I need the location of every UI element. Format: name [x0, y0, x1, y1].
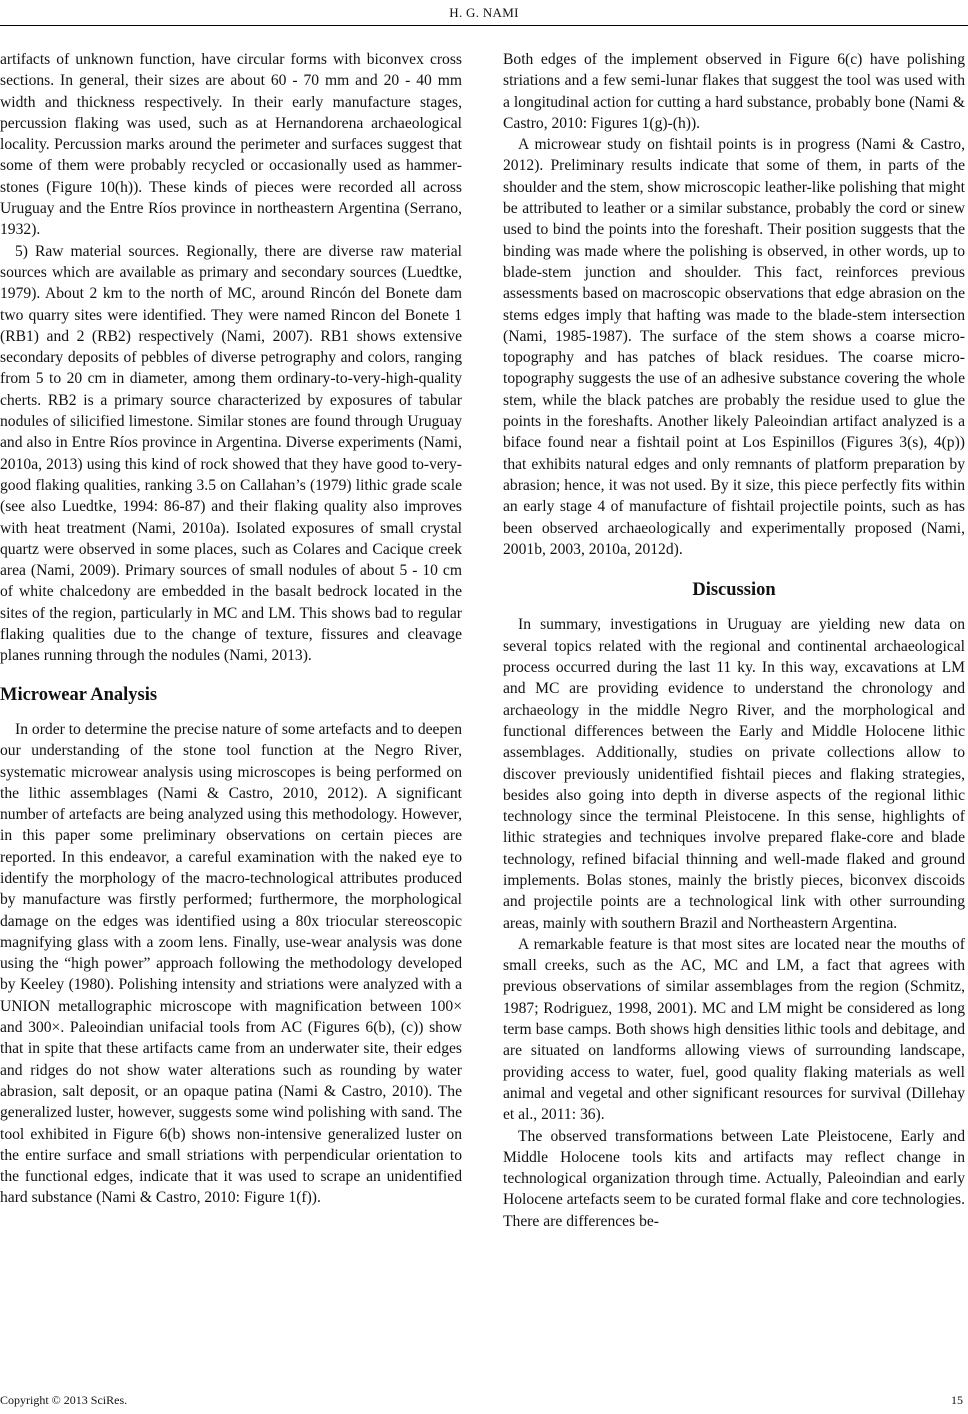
paragraph: In order to determine the precise nature of some artefacts and to deepen our understanding of the stone tool function at the Negro River, systematic microwear analysis using microscopes is being performed on the lithic assemblages (Nami & Castro, 2010, 2012). A significant number of artefacts are being analyzed using this methodology. However, in this paper some preliminary observations on certain pieces are reported. In this endeavor, a careful examination with the naked eye to identify the morphology of the macro-technological attributes produced by manufacture was firstly performed; furthermore, the morphological damage on the edges was identified using a 80x triocular stereoscopic magnifying glass with a zoom lens. Finally, use-wear analysis was done using the “high power” approach following the methodology developed by Keeley (1980). Polishing intensity and striations were analyzed with a UNION metallographic microscope with magnification between 100× and 300×. Paleoindian unifacial tools from AC (Figures 6(b), (c)) show that in spite that these artifacts came from an underwater site, their edges and ridges do not show water alterations such as rounding by water abrasion, salt deposit, or an opaque patina (Nami & Castro, 2010). The generalized luster, however, suggests some wind polishing with sand. The tool exhibited in Figure 6(b) shows non-intensive generalized luster on the entire surface and small striations with perpendicular orientation to the functional edges, indicate that it was used to scrape an unidentified hard substance (Nami & Castro, 2010: Figure 1(f)). — [0, 720, 462, 1207]
paragraph: In summary, investigations in Uruguay are yielding new data on several topics related with the regional and continental archaeological process occurred during the last 11 ky. In this way, excavations at LM and MC are providing evidence to understand the chronology and archaeology in the middle Negro River, and the morphological and functional differences between the Early and Middle Holocene lithic assemblages. Additionally, studies on private collections allow to discover previously unidentified fishtail pieces and flaking strategies, besides also going into depth in diverse aspects of the regional lithic technology since the terminal Pleistocene. In this sense, highlights of lithic strategies and techniques involve prepared flake-core and blade technology, refined bifacial thinning and well-made flaked and ground implements. Bolas stones, mainly the bristly pieces, biconvex discoids and projectile points are a technological link with other surrounding areas, mainly with southern Brazil and Northeastern Argentina. — [503, 616, 965, 932]
paragraph: The observed transformations between Late Pleistocene, Early and Middle Holocene tools kits and artifacts may reflect change in technological organization through time. Actually, Paleoindian and early Holocene artefacts seem to be curated formal flake and core technologies. There are differences be- — [503, 1127, 965, 1230]
paragraph: Both edges of the implement observed in Figure 6(c) have polishing striations and a few semi-lunar flakes that suggest the tool was used with a longitudinal action for cutting a hard substance, probably bone (Nami & Castro, 2010: Figures 1(g)-(h)). — [503, 51, 965, 132]
paragraph: 5) Raw material sources. Regionally, there are diverse raw material sources which are available as primary and secondary sources (Luedtke, 1979). About 2 km to the north of MC, around Rincón del Bonete dam two quarry sites were identified. They were named Rincon del Bonete 1 (RB1) and 2 (RB2) respectively (Nami, 2007). RB1 shows extensive secondary deposits of pebbles of diverse petrography and colors, ranging from 5 to 20 cm in diameter, among them ordinary-to-very-high-quality cherts. RB2 is a primary source characterized by exposures of tabular nodules of silicified limestone. Similar stones are found through Uruguay and also in Entre Ríos province in Argentina. Diverse experiments (Nami, 2010a, 2013) using this kind of rock showed that they have good to-very-good flaking qualities, ranking 3.5 on Callahan’s (1979) lithic grade scale (see also Luedtke, 1994: 86-87) and their flaking quality also improves with heat treatment (Nami, 2010a). Isolated exposures of small crystal quartz were observed in some places, such as Colares and Cacique creek area (Nami, 2009). Primary sources of small nodules of about 5 - 10 cm of white chalcedony are embedded in the basalt bedrock located in the sites of the region, particularly in MC and LM. This shows bad to regular flaking qualities due to the change of texture, fissures and cleavage planes running through the nodules (Nami, 2013). — [0, 242, 462, 665]
paragraph: A microwear study on fishtail points is in progress (Nami & Castro, 2012). Preliminary results indicate that some of them, in parts of the shoulder and the stem, show microscopic leather-like polishing that might be attributed to leather or a similar substance, probably the cord or sinew used to bind the points into the foreshaft. Their position suggests that the binding was made where the polishing is observed, in other words, up to blade-stem junction and shoulder. This fact, reinforces previous assessments based on macroscopic observations that edge abrasion on the stems edges imply that hafting was made to the blade-stem intersection (Nami, 1985-1987). The surface of the stem shows a coarse micro-topography and has patches of black residues. The coarse micro-topography suggests the use of an adhesive substance covering the whole stem, while the black patches are probably the residue used to glue the points in the foreshafts. Another likely Paleoindian artifact analyzed is a biface found near a fishtail point at Los Espinillos (Figures 3(s), 4(p)) that exhibits natural edges and only remnants of platform preparation by abrasion; hence, it was not used. By it size, this piece perfectly fits within an early stage 4 of manufacture of fishtail projectile points, such as has been observed archaeologically and experimentally proposed (Nami, 2001b, 2003, 2010a, 2012d). — [503, 136, 965, 558]
section-heading: Microwear Analysis — [0, 684, 158, 705]
paragraph: A remarkable feature is that most sites are located near the mouths of small creeks, such as the AC, MC and LM, a fact that agrees with previous observations of similar assemblages from the region (Schmitz, 1987; Rodriguez, 1998, 2001). MC and LM might be considered as long term base camps. Both shows high densities lithic tools and debitage, and are situated on landforms allowing views of surrounding landscape, providing access to water, fuel, good quality flaking materials as well animal and vegetal and other significant resources for survival (Dillehay et al., 2011: 36). — [503, 935, 965, 1124]
copyright-notice: Copyright © 2013 SciRes. — [0, 1393, 128, 1407]
section-heading: Discussion — [692, 580, 776, 601]
header-rule — [0, 25, 968, 26]
right-column — [503, 49, 965, 1232]
page-number: 15 — [951, 1393, 963, 1407]
paragraph: artifacts of unknown function, have circular forms with biconvex cross sections. In general, their sizes are about 60 - 70 mm and 20 - 40 mm width and thickness respectively. In their early manufacture stages, percussion flaking was used, such as at Hernandorena archaeological locality. Percussion marks around the perimeter and surfaces suggest that some of them were probably recycled or occasionally used as hammer-stones (Figure 10(h)). These kinds of pieces were recorded all across Uruguay and the Entre Ríos province in northeastern Argentina (Serrano, 1932). — [0, 51, 462, 239]
left-column — [0, 49, 462, 1209]
running-head: H. G. NAMI — [449, 5, 519, 20]
